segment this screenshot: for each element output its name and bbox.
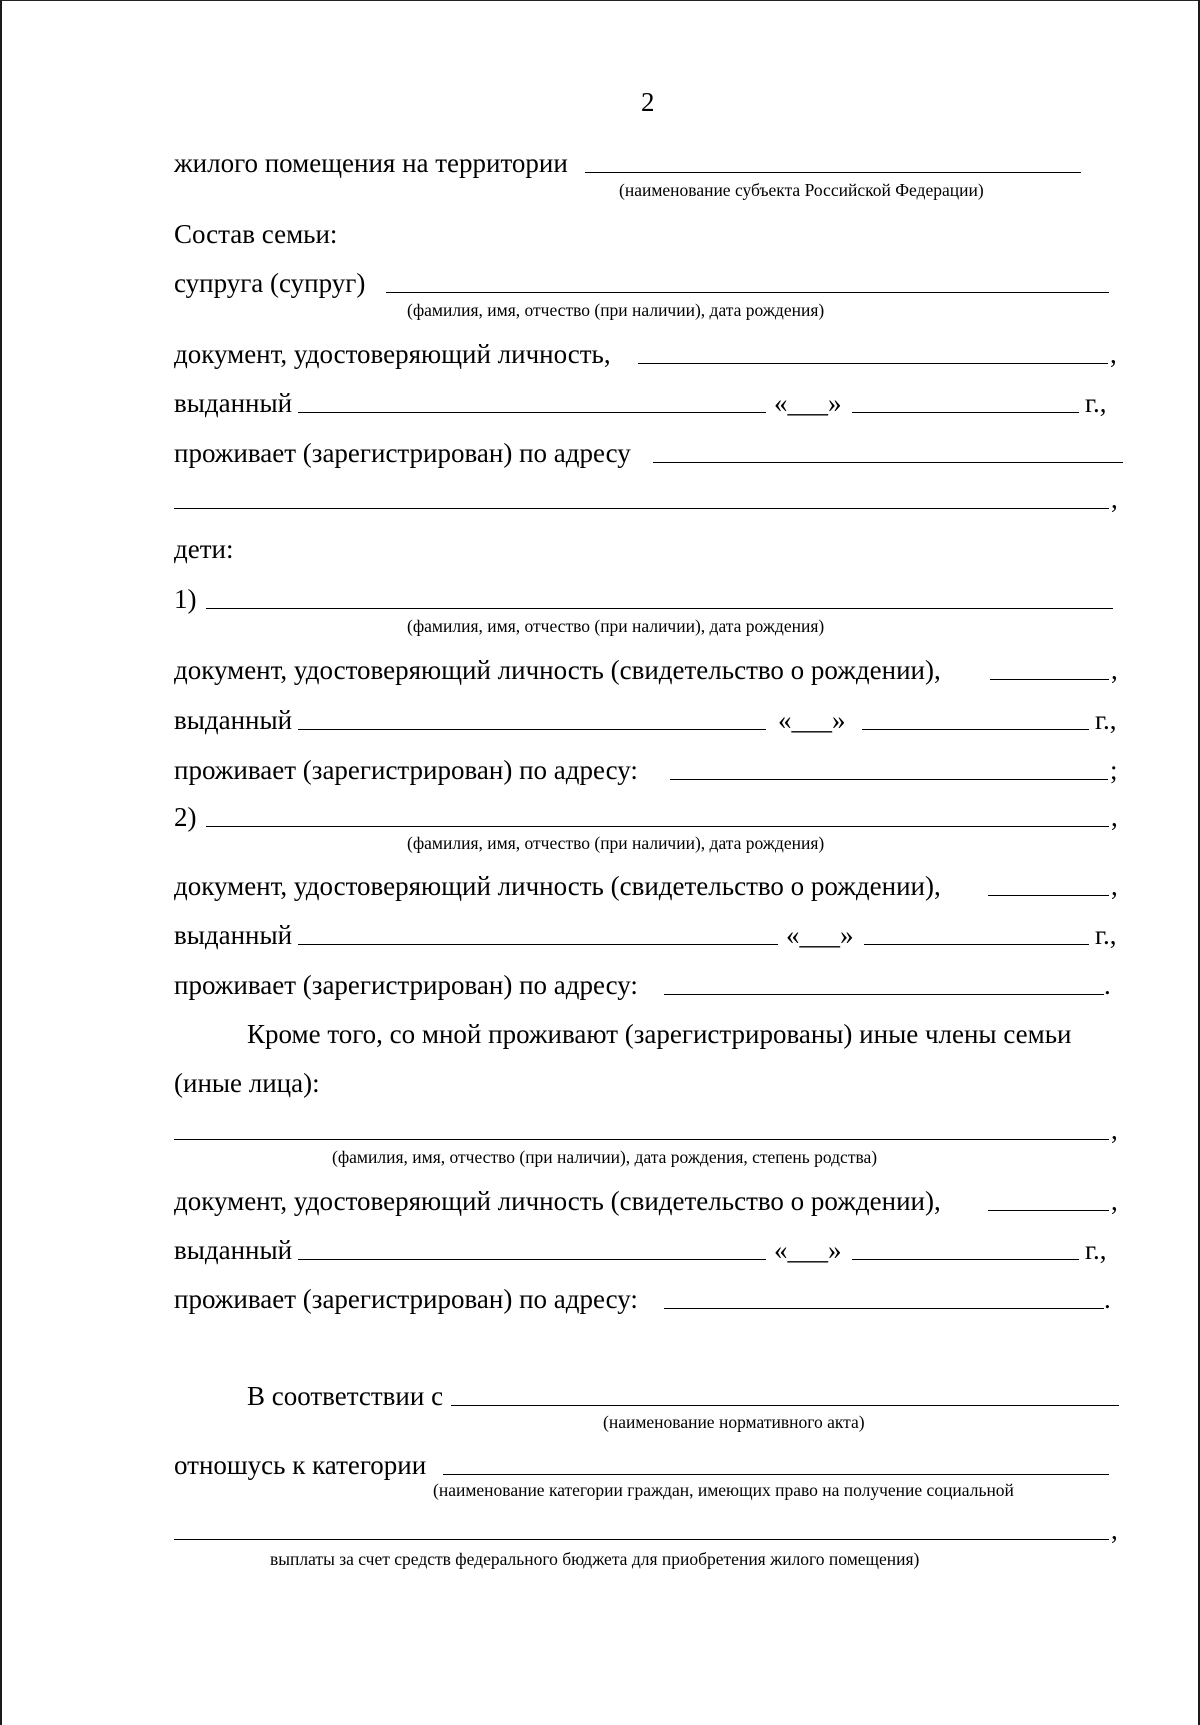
- child2-id-doc-field[interactable]: [988, 895, 1109, 896]
- child1-id-doc-comma: ,: [1111, 655, 1118, 685]
- children-heading: дети:: [174, 534, 234, 564]
- other-person-issued-label: выданный: [174, 1235, 293, 1265]
- child1-id-doc-field[interactable]: [990, 679, 1109, 680]
- other-person-fio-field[interactable]: [174, 1139, 1109, 1140]
- spouse-fio-caption: (фамилия, имя, отчество (при наличии), дата рождения): [407, 300, 825, 320]
- other-person-id-doc-label: документ, удостоверяющий личность (свидетельство о рождении),: [174, 1186, 941, 1216]
- page-number: 2: [641, 87, 655, 117]
- spouse-address-field[interactable]: [653, 462, 1123, 463]
- category-caption-line2: выплаты за счет средств федерального бюджета для приобретения жилого помещения): [270, 1549, 920, 1569]
- other-person-issued-date-field[interactable]: [852, 1259, 1079, 1260]
- child1-issued-day-field[interactable]: «___»: [778, 705, 846, 735]
- child1-fio-caption: (фамилия, имя, отчество (при наличии), дата рождения): [407, 616, 825, 636]
- page-border-top: [0, 0, 1200, 1]
- other-person-address-field[interactable]: [664, 1308, 1104, 1309]
- child2-year-label: г.,: [1095, 920, 1117, 950]
- child2-number: 2): [174, 802, 197, 832]
- normative-act-field[interactable]: [451, 1405, 1119, 1406]
- child2-id-doc-comma: ,: [1111, 871, 1118, 901]
- spouse-fio-field[interactable]: [386, 292, 1109, 293]
- spouse-issued-label: выданный: [174, 388, 293, 418]
- spouse-address-label: проживает (зарегистрирован) по адресу: [174, 438, 631, 468]
- spouse-label: супруга (супруг): [174, 268, 366, 298]
- child2-address-label: проживает (зарегистрирован) по адресу:: [174, 970, 638, 1000]
- child1-number: 1): [174, 584, 197, 614]
- child2-fio-comma: ,: [1111, 802, 1118, 832]
- other-person-address-label: проживает (зарегистрирован) по адресу:: [174, 1284, 638, 1314]
- child2-id-doc-label: документ, удостоверяющий личность (свидетельство о рождении),: [174, 871, 941, 901]
- child2-fio-field[interactable]: [206, 826, 1109, 827]
- other-person-issued-by-field[interactable]: [298, 1259, 766, 1260]
- normative-act-caption: (наименование нормативного акта): [603, 1412, 865, 1432]
- subject-caption: (наименование субъекта Российской Федерации): [619, 180, 984, 200]
- child1-issued-date-field[interactable]: [862, 729, 1089, 730]
- other-person-fio-caption: (фамилия, имя, отчество (при наличии), дата рождения, степень родства): [332, 1147, 878, 1167]
- other-person-address-period: .: [1104, 1284, 1111, 1314]
- child1-address-field[interactable]: [670, 779, 1108, 780]
- territory-label: жилого помещения на территории: [174, 148, 568, 178]
- child1-address-label: проживает (зарегистрирован) по адресу:: [174, 755, 638, 785]
- spouse-id-doc-comma: ,: [1110, 339, 1117, 369]
- category-label: отношусь к категории: [174, 1450, 427, 1480]
- child1-issued-by-field[interactable]: [298, 729, 766, 730]
- accordance-label: В соответствии с: [247, 1381, 444, 1411]
- child2-address-field[interactable]: [664, 994, 1104, 995]
- family-heading: Состав семьи:: [174, 219, 338, 249]
- other-person-issued-day-field[interactable]: «___»: [774, 1235, 842, 1265]
- child1-issued-label: выданный: [174, 705, 293, 735]
- category-caption-line1: (наименование категории граждан, имеющих право на получение социальной: [433, 1480, 1014, 1500]
- territory-field[interactable]: [585, 172, 1081, 173]
- spouse-id-doc-label: документ, удостоверяющий личность,: [174, 339, 611, 369]
- child2-issued-day-field[interactable]: «___»: [786, 920, 854, 950]
- spouse-address-field-2[interactable]: [174, 508, 1109, 509]
- other-person-id-doc-field[interactable]: [988, 1210, 1109, 1211]
- child2-issued-date-field[interactable]: [864, 944, 1089, 945]
- other-person-year-label: г.,: [1085, 1235, 1107, 1265]
- child2-address-period: .: [1104, 970, 1111, 1000]
- spouse-address-comma: ,: [1111, 484, 1118, 514]
- others-text-line1: Кроме того, со мной проживают (зарегистрированы) иные члены семьи: [247, 1019, 1072, 1049]
- others-text-line2: (иные лица):: [174, 1068, 320, 1098]
- page-border-left: [0, 0, 2, 1725]
- spouse-year-label: г.,: [1085, 388, 1107, 418]
- other-person-fio-comma: ,: [1111, 1115, 1118, 1145]
- category-comma: ,: [1111, 1515, 1118, 1545]
- spouse-issued-date-field[interactable]: [852, 412, 1079, 413]
- category-field[interactable]: [443, 1474, 1109, 1475]
- spouse-issued-by-field[interactable]: [298, 412, 766, 413]
- child1-fio-field[interactable]: [206, 608, 1113, 609]
- child2-fio-caption: (фамилия, имя, отчество (при наличии), дата рождения): [407, 833, 825, 853]
- child1-address-semicolon: ;: [1110, 755, 1118, 785]
- child1-year-label: г.,: [1095, 705, 1117, 735]
- category-field-2[interactable]: [174, 1539, 1109, 1540]
- child2-issued-label: выданный: [174, 920, 293, 950]
- child1-id-doc-label: документ, удостоверяющий личность (свидетельство о рождении),: [174, 655, 941, 685]
- spouse-id-doc-field[interactable]: [638, 363, 1108, 364]
- other-person-id-doc-comma: ,: [1111, 1186, 1118, 1216]
- child2-issued-by-field[interactable]: [298, 944, 778, 945]
- spouse-issued-day-field[interactable]: «___»: [774, 388, 842, 418]
